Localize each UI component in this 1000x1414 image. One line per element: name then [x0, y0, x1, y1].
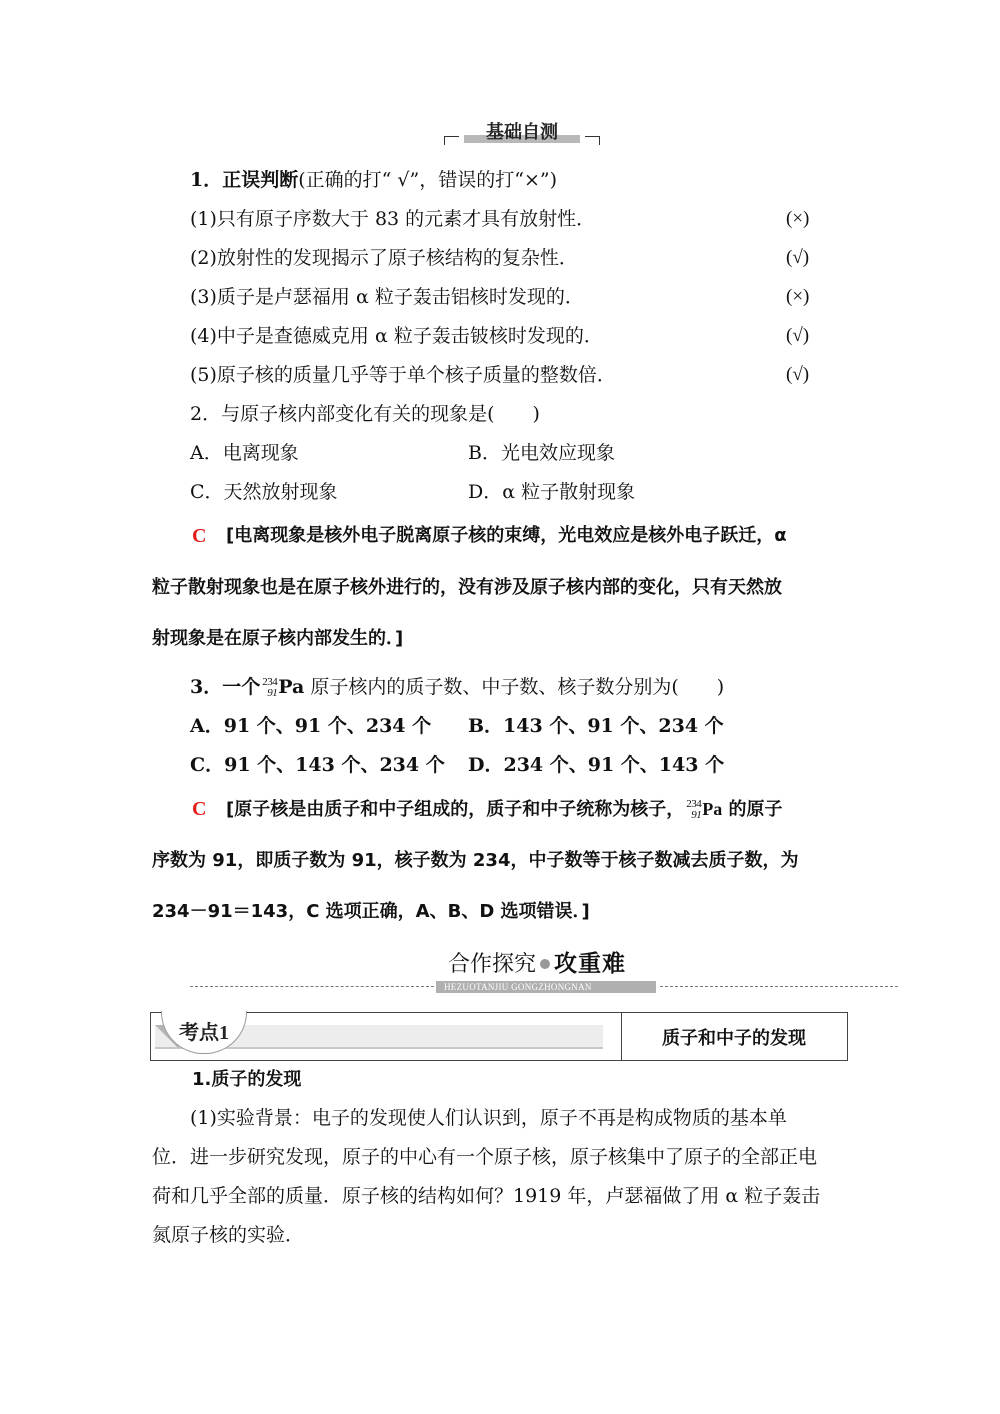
q1-item-1: (1)只有原子序数大于 83 的元素才具有放射性．: [190, 208, 596, 230]
isotope-notation-2: [686, 799, 701, 821]
content-paragraph-line-3: 荷和几乎全部的质量．原子核的结构如何？1919 年，卢瑟福做了用 α 粒子轰击: [152, 1185, 821, 1207]
q1-title-rest: (正确的打“ √”，错误的打“×”): [298, 169, 557, 191]
q1-mark-3: (×): [786, 286, 810, 307]
q3-explanation-line-3: 234－91＝143，C 选项正确，A、B、D 选项错误．]: [152, 901, 590, 922]
section-subtitle-band: HEZUOTANJIU GONGZHONGNAN: [436, 981, 656, 993]
q2-explanation-line-1: [电离现象是核外电子脱离原子核的束缚，光电效应是核外电子跃迁，α: [226, 525, 787, 546]
section-divider-left: [190, 986, 434, 987]
q1-mark-2: (√): [786, 247, 810, 268]
q1-title-bold: 正误判断: [222, 169, 299, 191]
q1-item-2: (2)放射性的发现揭示了原子核结构的复杂性．: [190, 247, 578, 269]
topic-label: 考点1: [179, 1022, 229, 1044]
content-heading: 1.质子的发现: [192, 1069, 302, 1090]
q3-option-d: D．234 个、91 个、143 个: [468, 754, 725, 776]
section-divider-right: [660, 986, 898, 987]
q3-stem: [190, 675, 724, 699]
q1-mark-5: (√): [786, 364, 810, 385]
q1-mark-4: (√): [786, 325, 810, 346]
q2-option-b: B．光电效应现象: [468, 442, 615, 464]
q3-stem-pre: 3．一个: [190, 676, 261, 698]
q1-number: 1．: [190, 169, 223, 191]
isotope-mass-number-2: 234: [686, 798, 702, 810]
section-title-light: 合作探究: [448, 952, 537, 977]
q3-option-b: B．143 个、91 个、234 个: [468, 715, 724, 737]
q2-answer: C: [192, 525, 207, 547]
q1-title: [190, 168, 557, 192]
q3-explanation-line-1-pre: [原子核是由质子和中子组成的，质子和中子统称为核子，: [226, 799, 685, 820]
isotope-mass-number: 234: [262, 676, 278, 688]
section-title-bold: 攻重难: [554, 951, 627, 977]
section-badge-basic-self-test: [444, 122, 600, 148]
content-paragraph-line-1: (1)实验背景：电子的发现使人们认识到，原子不再是构成物质的基本单: [190, 1107, 787, 1129]
isotope-atomic-number: 91: [267, 687, 278, 699]
q1-item-4: (4)中子是查德威克用 α 粒子轰击铍核时发现的．: [190, 325, 603, 347]
q3-explanation-line-1-post: 的原子: [722, 799, 783, 820]
isotope-notation: [262, 677, 277, 699]
q3-answer: C: [192, 798, 207, 820]
isotope-symbol: Pa: [278, 676, 305, 698]
q2-option-d: D．α 粒子散射现象: [468, 481, 636, 503]
isotope-atomic-number-2: 91: [691, 809, 702, 821]
q1-item-3: (3)质子是卢瑟福用 α 粒子轰击铝核时发现的．: [190, 286, 584, 308]
q3-stem-post: 原子核内的质子数、中子数、核子数分别为( ): [304, 676, 725, 698]
q1-mark-1: (×): [786, 208, 810, 229]
q3-explanation-line-2: 序数为 91，即质子数为 91，核子数为 234，中子数等于核子数减去质子数，为: [152, 850, 799, 871]
bullet-icon: [540, 959, 550, 969]
content-paragraph-line-4: 氮原子核的实验．: [152, 1224, 305, 1246]
content-paragraph-line-2: 位．进一步研究发现，原子的中心有一个原子核，原子核集中了原子的全部正电: [152, 1146, 818, 1168]
q2-explanation-line-3: 射现象是在原子核内部发生的．]: [152, 628, 404, 649]
topic-title: 质子和中子的发现: [662, 1027, 806, 1049]
badge-title: 基础自测: [486, 122, 558, 143]
q3-option-a: A．91 个、91 个、234 个: [190, 715, 432, 737]
isotope-symbol-2: Pa: [702, 799, 723, 819]
topic-header-box: [150, 1012, 848, 1061]
q2-stem: 2．与原子核内部变化有关的现象是( ): [190, 403, 540, 425]
q3-option-c: C．91 个、143 个、234 个: [190, 754, 445, 776]
section-title: [448, 950, 626, 979]
q2-option-a: A．电离现象: [190, 442, 299, 464]
q3-explanation-line-1: [226, 797, 783, 822]
q1-item-5: (5)原子核的质量几乎等于单个核子质量的整数倍．: [190, 364, 616, 386]
q2-option-c: C．天然放射现象: [190, 481, 338, 503]
q2-explanation-line-2: 粒子散射现象也是在原子核外进行的，没有涉及原子核内部的变化，只有天然放: [152, 577, 782, 598]
